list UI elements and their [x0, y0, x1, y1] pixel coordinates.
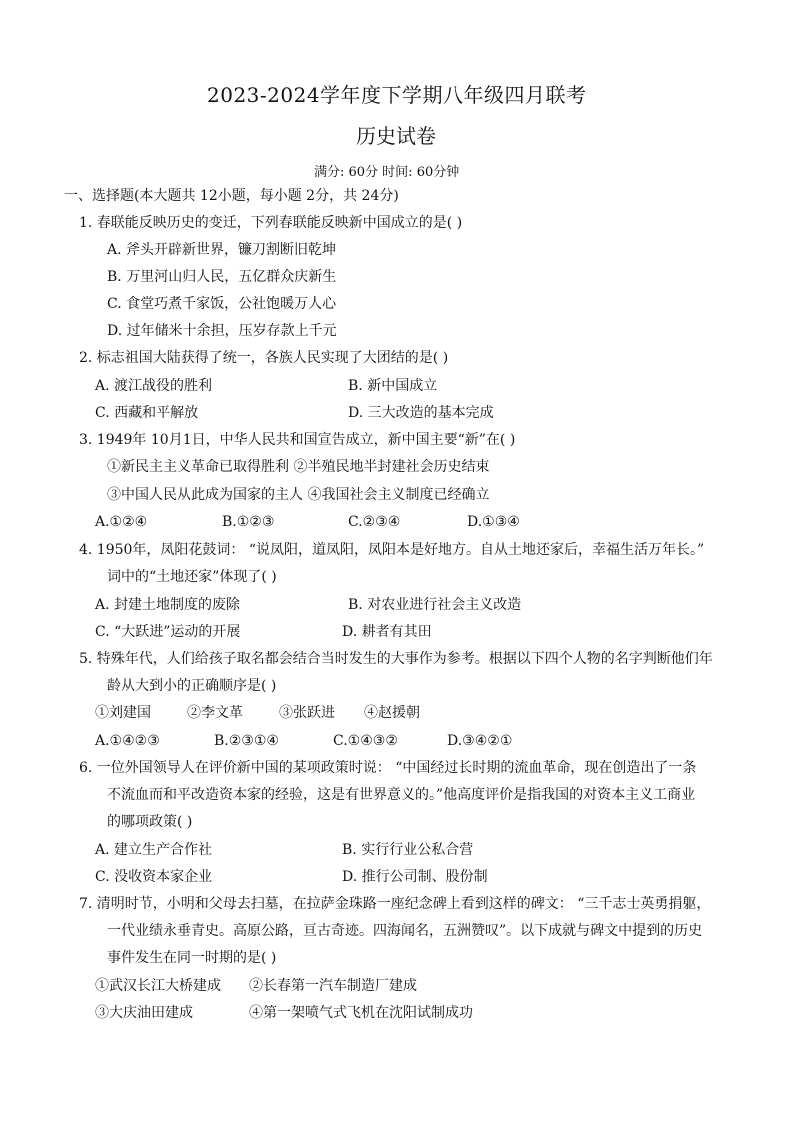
question-stem: 2. 标志祖国大陆获得了统一，各族人民实现了大团结的是( )	[79, 350, 449, 366]
option-a: A. 封建土地制度的废除	[95, 597, 241, 613]
statement-item: ①武汉长江大桥建成	[95, 978, 221, 994]
name-item: ③张跃进	[279, 705, 335, 721]
section-heading: 一、选择题(本大题共 12小题，每小题 2分，共 24分)	[64, 188, 399, 204]
option-d: D. 过年储米十余担，压岁存款上千元	[107, 323, 337, 339]
option-b: B. 实行行业公私合营	[342, 842, 474, 858]
question-stem-continued: 的哪项政策( )	[107, 814, 193, 830]
option-d: D.③④②①	[447, 733, 513, 749]
question-stem: 4. 1950年，凤阳花鼓词： “说凤阳，道凤阳，凤阳本是好地方。自从土地还家后，幸福生活万年长。”	[79, 542, 705, 558]
question-stem: 1. 春联能反映历史的变迁，下列春联能反映新中国成立的是( )	[79, 215, 463, 231]
option-c: C. 西藏和平解放	[95, 405, 199, 421]
option-b: B. 对农业进行社会主义改造	[348, 597, 522, 613]
question-stem: 6. 一位外国领导人在评价新中国的某项政策时说： “中国经过长时期的流血革命，现在创造出了一条	[79, 760, 697, 776]
question-stem-continued: 词中的“土地还家”体现了( )	[107, 569, 277, 585]
statement-line: ①新民主主义革命已取得胜利 ②半殖民地半封建社会历史结束	[107, 459, 490, 475]
statement-item: ②长春第一汽车制造厂建成	[249, 978, 417, 994]
option-d: D. 耕者有其田	[342, 624, 432, 640]
question-stem: 7. 清明时节，小明和父母去扫墓，在拉萨金珠路一座纪念碑上看到这样的碑文： “三千志士英勇捐躯，	[79, 896, 711, 912]
question-stem: 3. 1949年 10月1日，中华人民共和国宣告成立，新中国主要“新”在( )	[79, 432, 516, 448]
option-b: B. 新中国成立	[348, 378, 438, 394]
name-item: ④赵援朝	[364, 705, 420, 721]
option-b: B. 万里河山归人民，五亿群众庆新生	[107, 269, 337, 285]
exam-meta: 满分: 60分 时间: 60分钟	[314, 165, 460, 180]
option-c: C.①④③②	[333, 733, 398, 749]
name-item: ①刘建国	[95, 705, 151, 721]
option-d: D.①③④	[467, 514, 520, 530]
option-a: A. 渡江战役的胜利	[95, 378, 213, 394]
option-a: A.①②④	[95, 514, 148, 530]
exam-title: 2023-2024学年度下学期八年级四月联考	[207, 83, 587, 107]
option-b: B.①②③	[222, 514, 275, 530]
question-stem-continued: 一代业绩永垂青史。高原公路，亘古奇迹。四海闻名，五洲赞叹”。以下成就与碑文中提到的历史	[107, 923, 703, 939]
option-a: A. 建立生产合作社	[95, 842, 213, 858]
question-stem: 5. 特殊年代，人们给孩子取名都会结合当时发生的大事作为参考。根据以下四个人物的名字判断他们年	[79, 651, 713, 667]
option-a: A.①④②③	[95, 733, 160, 749]
statement-line: ③中国人民从此成为国家的主人 ④我国社会主义制度已经确立	[107, 487, 490, 503]
subject-title: 历史试卷	[356, 124, 436, 148]
option-c: C. 食堂巧煮千家饭，公社饱暖万人心	[107, 296, 337, 312]
question-stem-continued: 龄从大到小的正确顺序是( )	[107, 678, 277, 694]
option-c: C.②③④	[348, 514, 401, 530]
option-a: A. 斧头开辟新世界，镰刀割断旧乾坤	[107, 242, 337, 258]
option-c: C. “大跃进”运动的开展	[95, 624, 241, 640]
option-d: D. 三大改造的基本完成	[348, 405, 494, 421]
statement-item: ③大庆油田建成	[95, 1005, 193, 1021]
name-item: ②李文革	[187, 705, 243, 721]
statement-item: ④第一架喷气式飞机在沈阳试制成功	[249, 1005, 473, 1021]
question-stem-continued: 不流血而和平改造资本家的经验，这是有世界意义的。”他高度评价是指我国的对资本主义工商业	[107, 787, 696, 803]
option-b: B.②③①④	[214, 733, 279, 749]
option-d: D. 推行公司制、股份制	[342, 869, 488, 885]
question-stem-continued: 事件发生在同一时期的是( )	[107, 950, 277, 966]
option-c: C. 没收资本家企业	[95, 869, 213, 885]
